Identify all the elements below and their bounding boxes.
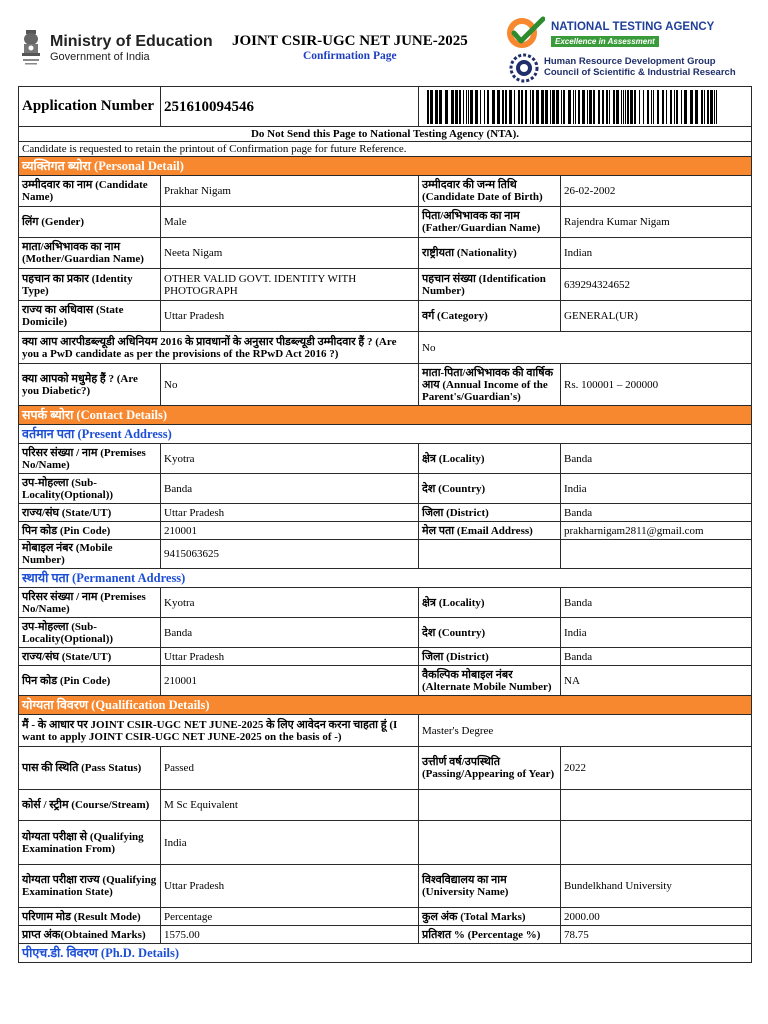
barcode-bar bbox=[568, 90, 571, 124]
barcode-bar bbox=[716, 90, 717, 124]
page-header bbox=[0, 0, 768, 86]
reference-note: Candidate is requested to retain the printout of Confirmation page for future Reference. bbox=[19, 142, 752, 157]
table-row bbox=[19, 474, 752, 504]
barcode-bar bbox=[653, 90, 654, 124]
qualifying-exam-state-label: योग्यता परीक्षा राज्य (Qualifying Examination State) bbox=[19, 865, 161, 908]
barcode-bar bbox=[670, 90, 672, 124]
barcode-bar bbox=[621, 90, 622, 124]
barcode-bar bbox=[502, 90, 504, 124]
table-row bbox=[19, 715, 752, 747]
present-pin-value: 210001 bbox=[161, 522, 419, 540]
state-domicile-label: राज्य का अधिवास (State Domicile) bbox=[19, 301, 161, 332]
barcode-bar bbox=[587, 90, 588, 124]
permanent-locality-label: क्षेत्र (Locality) bbox=[419, 588, 561, 618]
barcode-bar bbox=[602, 90, 604, 124]
category-label: वर्ग (Category) bbox=[419, 301, 561, 332]
application-number-label: Application Number bbox=[19, 87, 161, 127]
permanent-premises-label: परिसर संख्या / नाम (Premises No/Name) bbox=[19, 588, 161, 618]
barcode-bar bbox=[455, 90, 458, 124]
permanent-country-value: India bbox=[561, 618, 752, 648]
diabetic-label: क्या आपको मधुमेह हैं ? (Are you Diabetic?) bbox=[19, 364, 161, 406]
barcode-bar bbox=[445, 90, 448, 124]
obtained-marks-label: प्राप्त अंक(Obtained Marks) bbox=[19, 926, 161, 944]
barcode-bar bbox=[514, 90, 515, 124]
table-row bbox=[19, 865, 752, 908]
barcode-bar bbox=[676, 90, 678, 124]
barcode-bar bbox=[613, 90, 615, 124]
barcode-bar bbox=[647, 90, 649, 124]
section-phd-details: पीएच.डी. विवरण (Ph.D. Details) bbox=[19, 944, 752, 963]
obtained-marks-value: 1575.00 bbox=[161, 926, 419, 944]
table-row bbox=[19, 301, 752, 332]
barcode-bar bbox=[657, 90, 659, 124]
total-marks-value: 2000.00 bbox=[561, 908, 752, 926]
barcode-bar bbox=[497, 90, 500, 124]
table-row bbox=[19, 747, 752, 790]
dob-value: 26-02-2002 bbox=[561, 176, 752, 207]
pwd-label: क्या आप आरपीडब्ल्यूडी अधिनियम 2016 के प्रावधानों के अनुसार पीडब्ल्यूडी उम्मीदवार हैं ? (Are you a PwD candidate as per the provisions of the RPwD Act 2016 ?) bbox=[19, 332, 419, 364]
subsection-permanent-address: स्थायी पता (Permanent Address) bbox=[19, 569, 752, 588]
barcode-bar bbox=[639, 90, 640, 124]
present-premises-label: परिसर संख्या / नाम (Premises No/Name) bbox=[19, 444, 161, 474]
present-sublocality-value: Banda bbox=[161, 474, 419, 504]
university-name-label: विश्वविद्यालय का नाम (University Name) bbox=[419, 865, 561, 908]
table-row bbox=[19, 618, 752, 648]
table-row bbox=[19, 207, 752, 238]
barcode-bar bbox=[463, 90, 464, 124]
father-name-label: पिता/अभिभावक का नाम (Father/Guardian Name) bbox=[419, 207, 561, 238]
barcode-bar bbox=[674, 90, 675, 124]
barcode-bar bbox=[505, 90, 507, 124]
barcode-bar bbox=[714, 90, 715, 124]
empty-cell bbox=[561, 790, 752, 821]
present-state-label: राज्य/संघ (State/UT) bbox=[19, 504, 161, 522]
table-row bbox=[19, 666, 752, 696]
permanent-district-label: जिला (District) bbox=[419, 648, 561, 666]
csir-name: Council of Scientific & Industrial Research bbox=[544, 67, 736, 78]
barcode-bar bbox=[651, 90, 652, 124]
diabetic-value: No bbox=[161, 364, 419, 406]
mobile-value: 9415063625 bbox=[161, 540, 419, 569]
barcode-bar bbox=[552, 90, 555, 124]
table-row bbox=[19, 269, 752, 301]
barcode-bar bbox=[525, 90, 527, 124]
barcode-bar bbox=[593, 90, 595, 124]
barcode-bar bbox=[606, 90, 608, 124]
present-sublocality-label: उप-मोहल्ला (Sub-Locality(Optional)) bbox=[19, 474, 161, 504]
present-locality-label: क्षेत्र (Locality) bbox=[419, 444, 561, 474]
barcode-bar bbox=[484, 90, 485, 124]
total-marks-label: कुल अंक (Total Marks) bbox=[419, 908, 561, 926]
table-row bbox=[19, 790, 752, 821]
section-personal-detail: व्यक्तिगत ब्योरा (Personal Detail) bbox=[19, 157, 752, 176]
exam-title: JOINT CSIR-UGC NET JUNE-2025 bbox=[232, 33, 468, 49]
empty-cell bbox=[419, 790, 561, 821]
barcode-bar bbox=[451, 90, 454, 124]
ministry-subtitle: Government of India bbox=[50, 51, 150, 63]
nationality-value: Indian bbox=[561, 238, 752, 269]
present-country-label: देश (Country) bbox=[419, 474, 561, 504]
india-emblem-icon bbox=[18, 28, 44, 68]
table-row bbox=[19, 522, 752, 540]
barcode-bar bbox=[609, 90, 610, 124]
barcode-bar bbox=[707, 90, 709, 124]
barcode-bar bbox=[435, 90, 438, 124]
barcode-image bbox=[427, 90, 717, 124]
identity-type-value: OTHER VALID GOVT. IDENTITY WITH PHOTOGRAPH bbox=[161, 269, 419, 301]
barcode-bar bbox=[470, 90, 473, 124]
table-row bbox=[19, 926, 752, 944]
nta-name: NATIONAL TESTING AGENCY bbox=[551, 21, 715, 33]
email-label: मेल पता (Email Address) bbox=[419, 522, 561, 540]
gender-value: Male bbox=[161, 207, 419, 238]
result-mode-value: Percentage bbox=[161, 908, 419, 926]
barcode-bar bbox=[561, 90, 562, 124]
barcode-bar bbox=[634, 90, 636, 124]
table-row bbox=[19, 908, 752, 926]
qualifying-exam-state-value: Uttar Pradesh bbox=[161, 865, 419, 908]
barcode-bar bbox=[681, 90, 682, 124]
alternate-mobile-label: वैकल्पिक मोबाइल नंबर (Alternate Mobile Number) bbox=[419, 666, 561, 696]
permanent-premises-value: Kyotra bbox=[161, 588, 419, 618]
barcode-bar bbox=[627, 90, 629, 124]
present-state-value: Uttar Pradesh bbox=[161, 504, 419, 522]
result-mode-label: परिणाम मोड (Result Mode) bbox=[19, 908, 161, 926]
table-row bbox=[19, 540, 752, 569]
pwd-value: No bbox=[419, 332, 752, 364]
barcode-bar bbox=[521, 90, 523, 124]
barcode-bar bbox=[630, 90, 633, 124]
barcode-bar bbox=[509, 90, 512, 124]
permanent-state-label: राज्य/संघ (State/UT) bbox=[19, 648, 161, 666]
percentage-value: 78.75 bbox=[561, 926, 752, 944]
passing-year-label: उत्तीर्ण वर्ष/उपस्थिति (Passing/Appearing of Year) bbox=[419, 747, 561, 790]
candidate-name-value: Prakhar Nigam bbox=[161, 176, 419, 207]
barcode-bar bbox=[623, 90, 624, 124]
pass-status-value: Passed bbox=[161, 747, 419, 790]
application-number-value: 251610094546 bbox=[161, 87, 419, 127]
subsection-present-address: वर्तमान पता (Present Address) bbox=[19, 425, 752, 444]
barcode-bar bbox=[536, 90, 539, 124]
barcode-bar bbox=[616, 90, 619, 124]
barcode-bar bbox=[550, 90, 551, 124]
table-row bbox=[19, 504, 752, 522]
qualification-basis-value: Master's Degree bbox=[419, 715, 752, 747]
barcode-bar bbox=[575, 90, 576, 124]
barcode-bar bbox=[545, 90, 548, 124]
barcode-bar bbox=[684, 90, 687, 124]
csir-gear-logo-icon bbox=[509, 53, 539, 83]
permanent-state-value: Uttar Pradesh bbox=[161, 648, 419, 666]
barcode-bar bbox=[468, 90, 469, 124]
permanent-country-label: देश (Country) bbox=[419, 618, 561, 648]
barcode-bar bbox=[556, 90, 559, 124]
gender-label: लिंग (Gender) bbox=[19, 207, 161, 238]
category-value: GENERAL(UR) bbox=[561, 301, 752, 332]
barcode-bar bbox=[695, 90, 698, 124]
barcode-bar bbox=[439, 90, 442, 124]
table-row bbox=[19, 588, 752, 618]
barcode-bar bbox=[573, 90, 574, 124]
father-name-value: Rajendra Kumar Nigam bbox=[561, 207, 752, 238]
mother-name-value: Neeta Nigam bbox=[161, 238, 419, 269]
barcode-bar bbox=[625, 90, 626, 124]
empty-cell bbox=[419, 540, 561, 569]
barcode-bar bbox=[578, 90, 580, 124]
identity-type-label: पहचान का प्रकार (Identity Type) bbox=[19, 269, 161, 301]
barcode-bar bbox=[690, 90, 693, 124]
course-label: कोर्स / स्ट्रीम (Course/Stream) bbox=[19, 790, 161, 821]
pass-status-label: पास की स्थिति (Pass Status) bbox=[19, 747, 161, 790]
mother-name-label: माता/अभिभावक का नाम (Mother/Guardian Name) bbox=[19, 238, 161, 269]
nationality-label: राष्ट्रीयता (Nationality) bbox=[419, 238, 561, 269]
permanent-locality-value: Banda bbox=[561, 588, 752, 618]
confirmation-table bbox=[18, 86, 752, 963]
table-row bbox=[19, 444, 752, 474]
barcode-bar bbox=[582, 90, 585, 124]
table-row bbox=[19, 648, 752, 666]
section-contact-details: सपर्क ब्योरा (Contact Details) bbox=[19, 406, 752, 425]
percentage-label: प्रतिशत % (Percentage %) bbox=[419, 926, 561, 944]
section-qualification-details: योग्यता विवरण (Qualification Details) bbox=[19, 696, 752, 715]
barcode-cell bbox=[419, 87, 752, 127]
barcode-bar bbox=[492, 90, 495, 124]
qualification-basis-label: मैं - के आधार पर JOINT CSIR-UGC NET JUNE-2025 के लिए आवेदन करना चाहता हूं (I want to apply JOINT CSIR-UGC NET JUNE-2025 on the basis of -) bbox=[19, 715, 419, 747]
state-domicile-value: Uttar Pradesh bbox=[161, 301, 419, 332]
annual-income-label: माता-पिता/अभिभावक की वार्षिक आय (Annual Income of the Parent's/Guardian's) bbox=[419, 364, 561, 406]
table-row bbox=[19, 176, 752, 207]
identification-number-value: 639294324652 bbox=[561, 269, 752, 301]
present-pin-label: पिन कोड (Pin Code) bbox=[19, 522, 161, 540]
annual-income-value: Rs. 100001 – 200000 bbox=[561, 364, 752, 406]
empty-cell bbox=[561, 821, 752, 865]
hrdg-name: Human Resource Development Group bbox=[544, 56, 716, 67]
barcode-bar bbox=[598, 90, 600, 124]
do-not-send-notice: Do Not Send this Page to National Testing Agency (NTA). bbox=[19, 127, 752, 142]
table-row bbox=[19, 364, 752, 406]
permanent-sublocality-value: Banda bbox=[161, 618, 419, 648]
permanent-pin-label: पिन कोड (Pin Code) bbox=[19, 666, 161, 696]
dob-label: उम्मीदवार की जन्म तिथि (Candidate Date of Birth) bbox=[419, 176, 561, 207]
barcode-bar bbox=[541, 90, 544, 124]
application-number-row bbox=[19, 87, 752, 127]
barcode-bar bbox=[518, 90, 520, 124]
present-district-label: जिला (District) bbox=[419, 504, 561, 522]
course-value: M Sc Equivalent bbox=[161, 790, 419, 821]
alternate-mobile-value: NA bbox=[561, 666, 752, 696]
barcode-bar bbox=[487, 90, 489, 124]
barcode-bar bbox=[704, 90, 705, 124]
email-value: prakharnigam2811@gmail.com bbox=[561, 522, 752, 540]
passing-year-value: 2022 bbox=[561, 747, 752, 790]
present-country-value: India bbox=[561, 474, 752, 504]
ministry-title: Ministry of Education bbox=[50, 33, 213, 50]
barcode-bar bbox=[710, 90, 713, 124]
permanent-pin-value: 210001 bbox=[161, 666, 419, 696]
barcode-bar bbox=[427, 90, 429, 124]
barcode-bar bbox=[589, 90, 592, 124]
barcode-bar bbox=[466, 90, 467, 124]
permanent-sublocality-label: उप-मोहल्ला (Sub-Locality(Optional)) bbox=[19, 618, 161, 648]
barcode-bar bbox=[563, 90, 565, 124]
present-locality-value: Banda bbox=[561, 444, 752, 474]
barcode-bar bbox=[643, 90, 644, 124]
barcode-bar bbox=[459, 90, 461, 124]
university-name-value: Bundelkhand University bbox=[561, 865, 752, 908]
table-row bbox=[19, 238, 752, 269]
identification-number-label: पहचान संख्या (Identification Number) bbox=[419, 269, 561, 301]
barcode-bar bbox=[530, 90, 531, 124]
barcode-bar bbox=[701, 90, 703, 124]
qualifying-exam-from-value: India bbox=[161, 821, 419, 865]
present-premises-value: Kyotra bbox=[161, 444, 419, 474]
page-subtitle: Confirmation Page bbox=[303, 50, 397, 62]
empty-cell bbox=[419, 821, 561, 865]
candidate-name-label: उम्मीदवार का नाम (Candidate Name) bbox=[19, 176, 161, 207]
barcode-bar bbox=[532, 90, 534, 124]
table-row bbox=[19, 821, 752, 865]
barcode-bar bbox=[480, 90, 481, 124]
barcode-bar bbox=[662, 90, 664, 124]
permanent-district-value: Banda bbox=[561, 648, 752, 666]
present-district-value: Banda bbox=[561, 504, 752, 522]
table-row bbox=[19, 332, 752, 364]
barcode-bar bbox=[666, 90, 667, 124]
nta-checkmark-logo-icon bbox=[505, 16, 545, 50]
barcode-bar bbox=[430, 90, 433, 124]
nta-tagline: Excellence in Assessment bbox=[551, 36, 659, 47]
mobile-label: मोबाइल नंबर (Mobile Number) bbox=[19, 540, 161, 569]
empty-cell bbox=[561, 540, 752, 569]
barcode-bar bbox=[475, 90, 478, 124]
qualifying-exam-from-label: योग्यता परीक्षा से (Qualifying Examination From) bbox=[19, 821, 161, 865]
